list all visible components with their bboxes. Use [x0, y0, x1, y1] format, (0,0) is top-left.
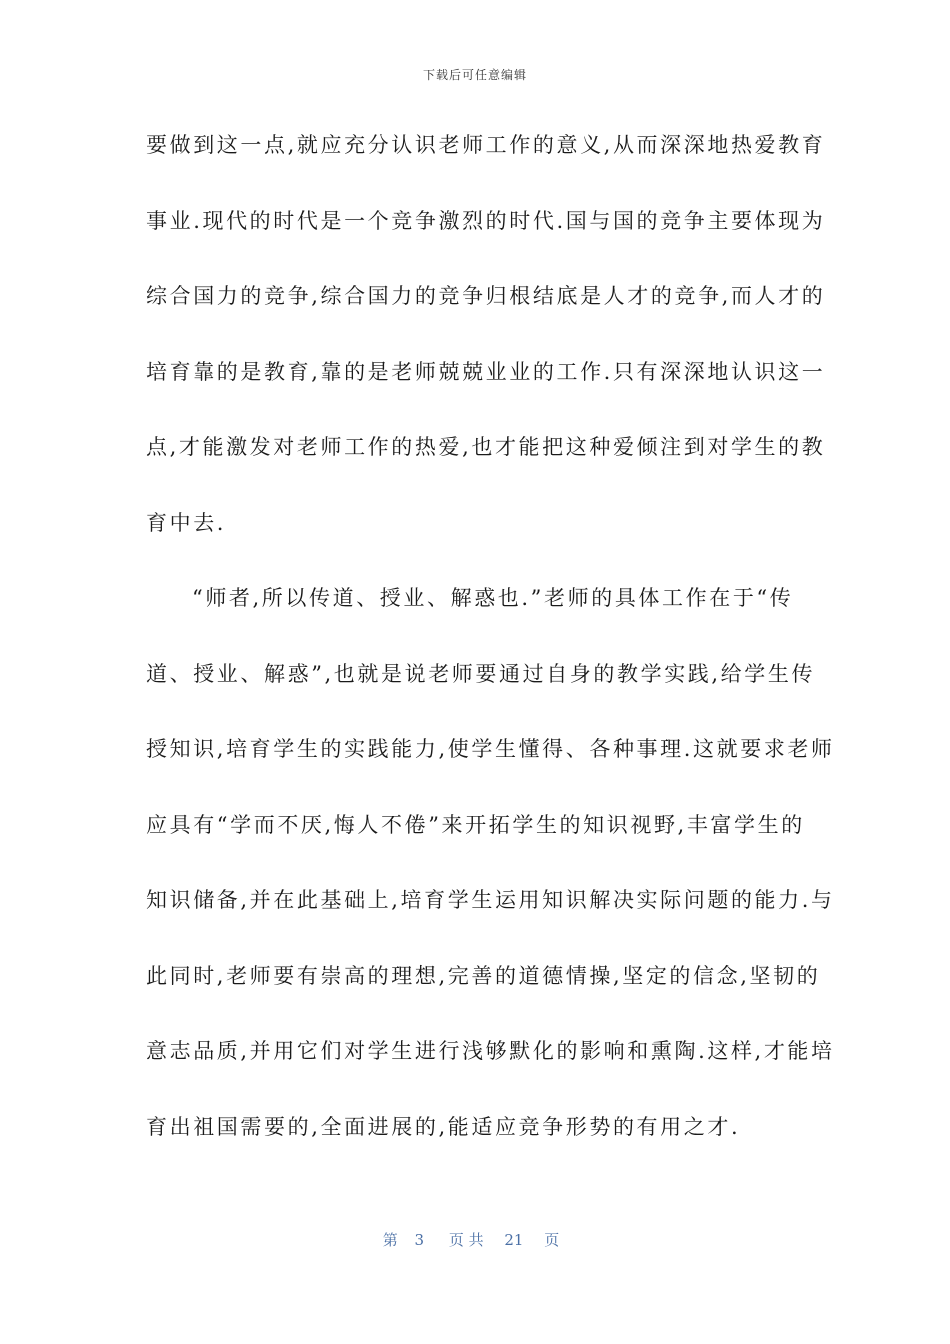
paragraph-start-line: “师者,所以传道、授业、解惑也.”老师的具体工作在于“传: [192, 586, 794, 610]
text-line: 事业.现代的时代是一个竞争激烈的时代.国与国的竞争主要体现为: [146, 208, 826, 233]
text-line: 道、授业、解惑”,也就是说老师要通过自身的教学实践,给学生传: [146, 661, 816, 686]
text-line: 意志品质,并用它们对学生进行浅够默化的影响和熏陶.这样,才能培: [146, 1039, 835, 1063]
text-line: 授知识,培育学生的实践能力,使学生懂得、各种事理.这就要求老师: [146, 737, 835, 761]
text-line: 点,才能激发对老师工作的热爱,也才能把这种爱倾注到对学生的教: [146, 435, 826, 459]
page-footer: [0, 1229, 950, 1250]
page-header: [0, 66, 950, 83]
text-line: 综合国力的竞争,综合国力的竞争归根结底是人才的竞争,而人才的: [146, 284, 826, 308]
header-text: 下载后可任意编辑: [422, 68, 527, 82]
text-line: 培育靠的是教育,靠的是老师兢兢业业的工作.只有深深地认识这一: [146, 359, 826, 384]
text-line: 要做到这一点,就应充分认识老师工作的意义,从而深深地热爱教育: [146, 133, 826, 157]
total-pages-number: 21: [504, 1231, 524, 1249]
footer-middle: 页 共: [448, 1231, 484, 1249]
text-line: 知识储备,并在此基础上,培育学生运用知识解决实际问题的能力.与: [146, 888, 835, 912]
text-line: 此同时,老师要有崇高的理想,完善的道德情操,坚定的信念,坚韧的: [146, 963, 821, 988]
current-page-number: 3: [414, 1231, 425, 1249]
footer-suffix: 页: [544, 1231, 560, 1249]
text-line: 应具有“学而不厌,悔人不倦”来开拓学生的知识视野,丰富学生的: [146, 812, 805, 837]
footer-prefix: 第: [382, 1231, 398, 1249]
text-line: 育出祖国需要的,全面进展的,能适应竞争形势的有用之才.: [146, 1114, 741, 1139]
text-line: 育中去.: [146, 510, 227, 535]
document-body: [146, 122, 835, 1179]
